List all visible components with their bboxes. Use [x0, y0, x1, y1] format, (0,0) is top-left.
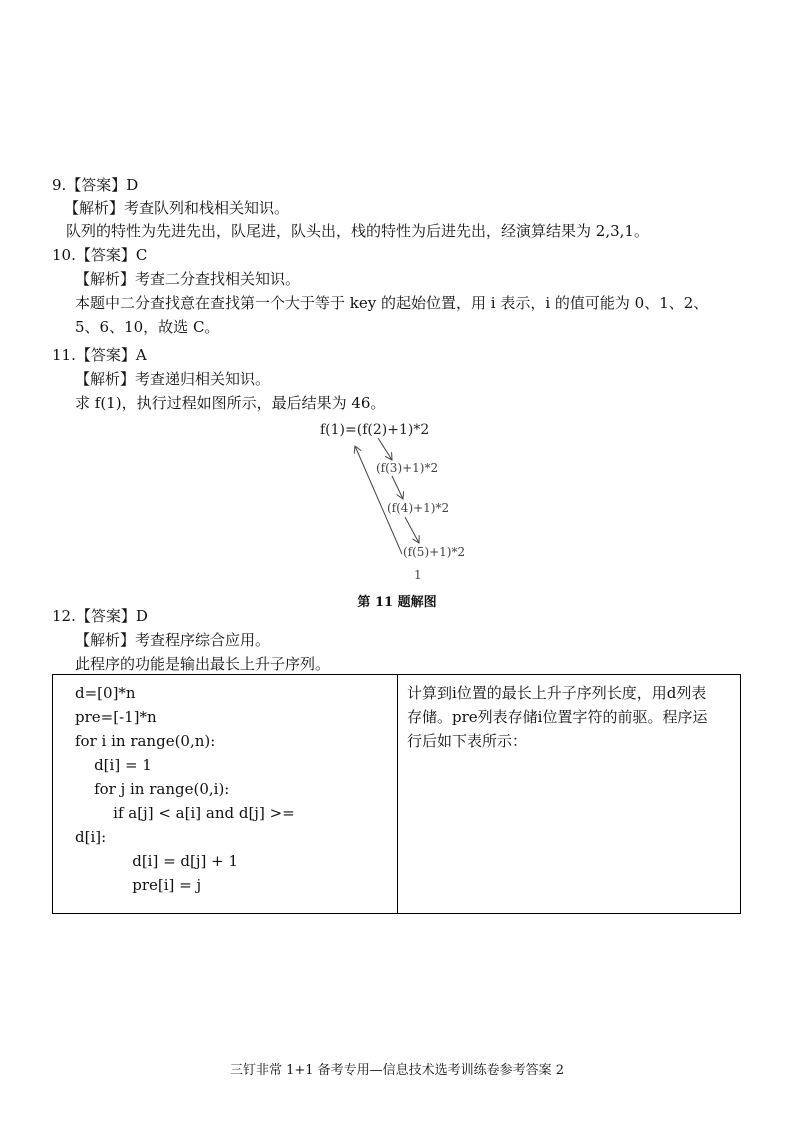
code-line-4: d[i] = 1	[75, 756, 152, 774]
diagram-line3: (f(4)+1)*2	[387, 501, 450, 515]
q11-answer: 11.【答案】A	[52, 346, 147, 364]
code-line-1: d=[0]*n	[75, 684, 136, 702]
code-line-7: d[i]:	[75, 828, 107, 846]
code-line-9: pre[i] = j	[75, 876, 202, 894]
arrow-call-1	[378, 438, 392, 460]
diagram-line5: 1	[414, 568, 422, 582]
q9-answer: 9.【答案】D	[52, 176, 139, 194]
code-line-2: pre=[-1]*n	[75, 708, 157, 726]
diagram-line1: f(1)=(f(2)+1)*2	[320, 422, 430, 438]
q9-analysis: 【解析】考查队列和栈相关知识。	[64, 199, 290, 217]
page-footer: 三钉非常 1+1 备考专用—信息技术选考训练卷参考答案 2	[229, 1063, 565, 1078]
explanation-line-3: 行后如下表所示：	[407, 732, 528, 750]
q10-detail-line1: 本题中二分查找意在查找第一个大于等于 key 的起始位置，用 i 表示，i 的值可能为 0、1、2、	[75, 294, 709, 312]
diagram-line4: (f(5)+1)*2	[403, 545, 466, 559]
q12-answer: 12.【答案】D	[52, 607, 148, 625]
code-line-6: if a[j] < a[i] and d[j] >=	[75, 804, 295, 822]
figure-caption: 第 11 题解图	[357, 595, 437, 610]
recursion-diagram	[300, 412, 500, 590]
explanation-line-2: 存储。pre列表存储i位置字符的前驱。程序运	[407, 708, 708, 726]
code-line-5: for j in range(0,i):	[75, 780, 230, 798]
q9-detail: 队列的特性为先进先出，队尾进，队头出，栈的特性为后进先出，经演算结果为 2,3,1。	[66, 222, 649, 240]
arrow-call-2	[392, 476, 403, 499]
q12-detail: 此程序的功能是输出最长上升子序列。	[75, 655, 331, 673]
explanation-line-1: 计算到i位置的最长上升子序列长度，用d列表	[407, 684, 707, 702]
q10-detail-line2: 5、6、10，故选 C。	[75, 318, 220, 336]
q10-analysis: 【解析】考查二分查找相关知识。	[75, 270, 301, 288]
arrow-call-3	[405, 517, 419, 543]
code-line-3: for i in range(0,n):	[75, 732, 216, 750]
diagram-line2: (f(3)+1)*2	[376, 461, 439, 475]
table-divider	[397, 675, 398, 913]
answer-table	[52, 674, 741, 914]
q10-answer: 10.【答案】C	[52, 246, 148, 264]
q12-analysis: 【解析】考查程序综合应用。	[75, 631, 271, 649]
code-line-8: d[i] = d[j] + 1	[75, 852, 239, 870]
q11-analysis: 【解析】考查递归相关知识。	[75, 370, 271, 388]
q11-detail: 求 f(1)，执行过程如图所示，最后结果为 46。	[75, 394, 386, 412]
code-explanation	[407, 681, 737, 753]
